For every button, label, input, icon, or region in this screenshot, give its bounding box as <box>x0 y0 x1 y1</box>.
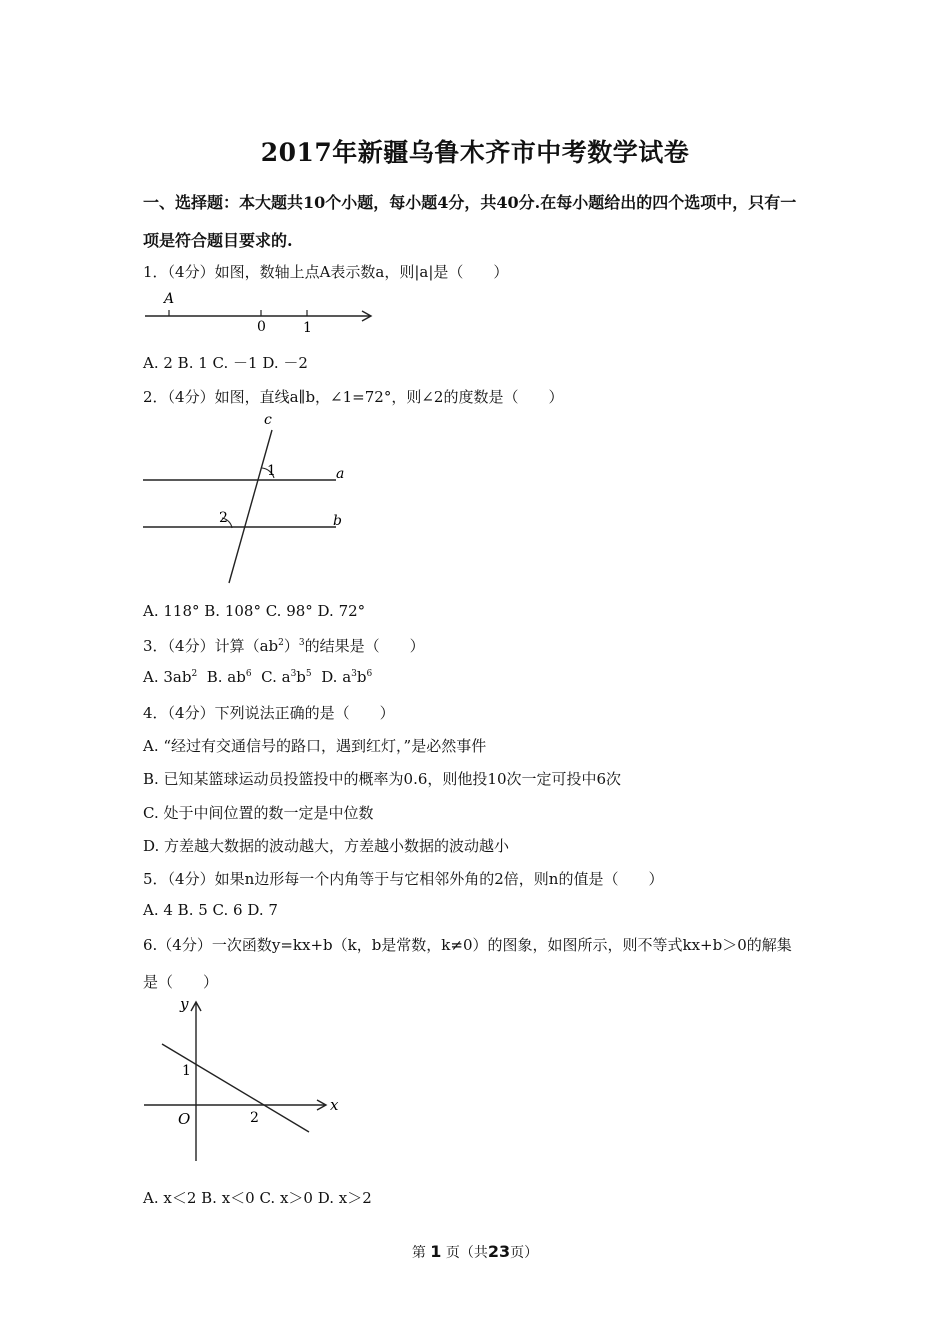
q5-stem: 5．（4分）如果n边形每一个内角等于与它相邻外角的2倍，则n的值是（ ） <box>143 870 664 888</box>
line-b-label: b <box>333 513 342 529</box>
q2-options: A. 118° B. 108° C. 98° D. 72° <box>143 602 366 620</box>
q4-option-d: D. 方差越大数据的波动越大，方差越小数据的波动越小 <box>143 837 510 855</box>
q4-option-b: B. 已知某篮球运动员投篮投中的概率为0.6，则他投10次一定可投中6次 <box>143 770 622 788</box>
tick-1-label: 1 <box>303 320 312 336</box>
q1-stem: 1．（4分）如图，数轴上点A表示数a，则|a|是（ ） <box>143 263 509 281</box>
q2-stem: 2．（4分）如图，直线a∥b，∠1=72°，则∠2的度数是（ ） <box>143 388 564 406</box>
line-c-label: c <box>264 412 272 428</box>
q5-options: A. 4 B. 5 C. 6 D. 7 <box>143 901 278 919</box>
page-footer: 第 1 页（共23页） <box>411 1242 539 1261</box>
line-c <box>229 430 272 583</box>
q1-number-line-figure <box>140 286 380 338</box>
q6-options: A. x＜2 B. x＜0 C. x＞0 D. x＞2 <box>143 1189 372 1207</box>
angle-2-label: 2 <box>219 510 228 526</box>
q2-parallel-lines-figure <box>140 408 360 588</box>
q6-linear-function-figure <box>140 993 350 1165</box>
page-title: 2017年新疆乌鲁木齐市中考数学试卷 <box>260 138 690 167</box>
q4-option-a: A. “经过有交通信号的路口，遇到红灯，”是必然事件 <box>143 737 487 755</box>
angle-1-label: 1 <box>267 463 276 479</box>
q4-option-c: C. 处于中间位置的数一定是中位数 <box>143 804 374 822</box>
section-heading-line1: 一、选择题：本大题共10个小题，每小题4分，共40分.在每小题给出的四个选项中，只有一 <box>143 193 797 212</box>
origin-label: O <box>178 1110 191 1128</box>
q3-options: A. $3ab^2$ B. $ab^6$ C. $a^3b^5$ D. $a^3b^6$ <box>143 668 373 686</box>
q4-stem: 4．（4分）下列说法正确的是（ ） <box>143 704 395 722</box>
y-intercept-label: 1 <box>182 1063 191 1079</box>
section-heading-line2: 项是符合题目要求的. <box>143 231 293 250</box>
point-a-label: A <box>164 291 175 307</box>
line-a-label: a <box>336 466 345 482</box>
q6-stem-line2: 是（ ） <box>143 973 219 991</box>
x-axis-label: x <box>330 1096 339 1114</box>
q6-stem-line1: 6.（4分）一次函数y=kx+b（k，b是常数，k≠0）的图象，如图所示，则不等式kx+b＞0的解集 <box>143 936 792 954</box>
tick-0-label: 0 <box>257 319 266 335</box>
y-axis-label: y <box>180 995 189 1013</box>
q1-options: A. 2 B. 1 C. －1 D. －2 <box>143 354 308 372</box>
q3-stem: 3．（4分）计算$(ab^2)^3$的结果是（ ） <box>143 637 425 655</box>
x-intercept-label: 2 <box>250 1110 259 1126</box>
